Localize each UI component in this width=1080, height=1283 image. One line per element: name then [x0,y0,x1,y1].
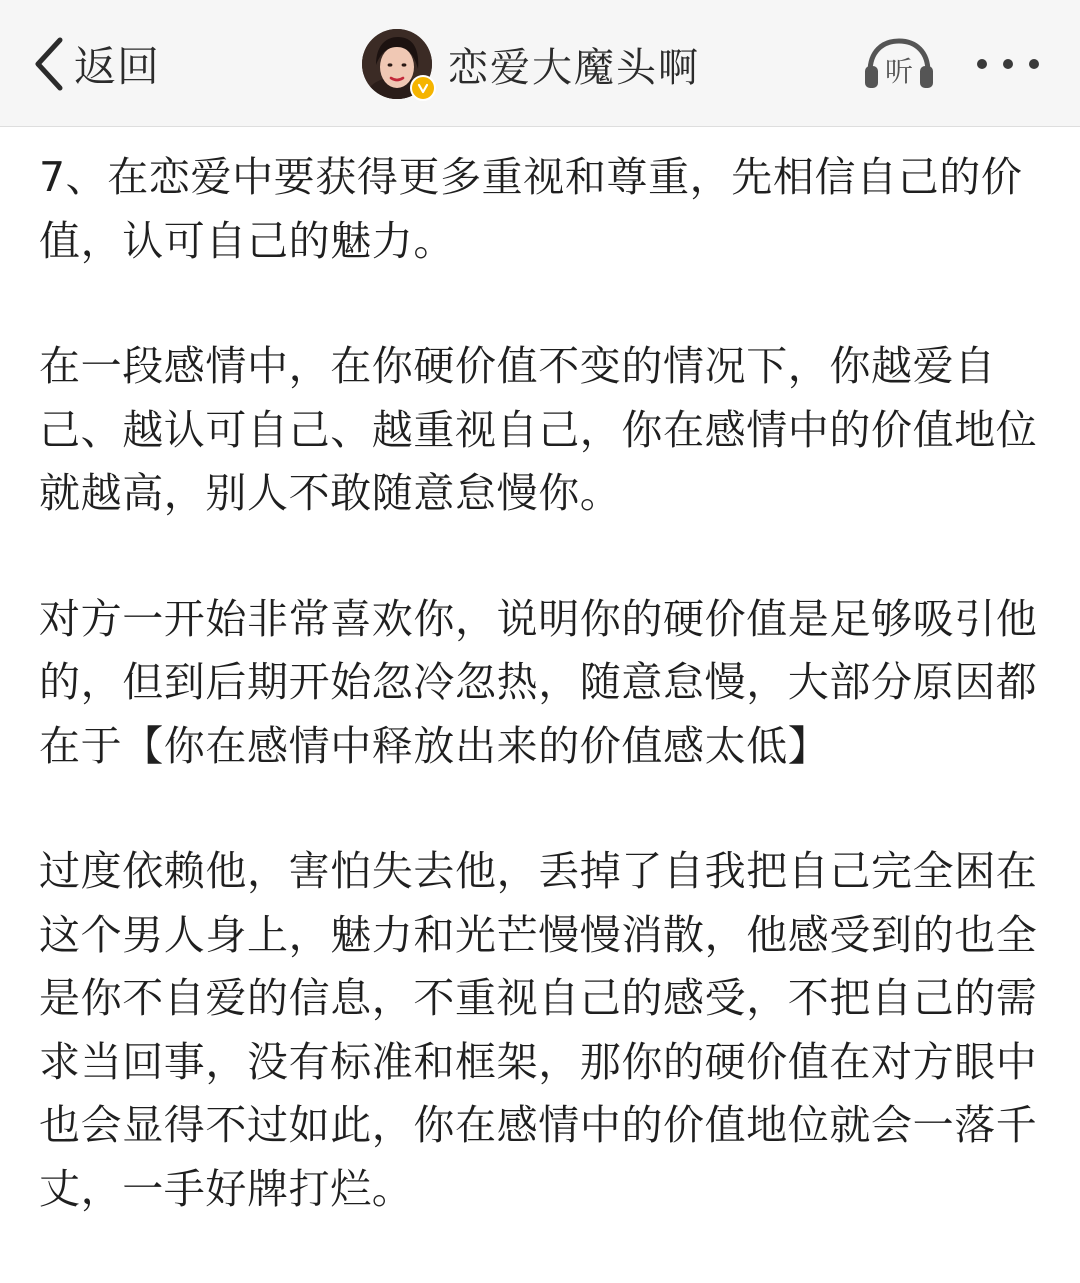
back-button[interactable] [32,34,160,94]
avatar[interactable] [362,29,432,99]
author-profile[interactable] [362,29,700,99]
verified-badge-icon [410,75,436,101]
svg-text:听: 听 [884,55,914,88]
listen-button[interactable] [862,36,936,92]
article-paragraph: 在一段感情中，在你硬价值不变的情况下，你越爱自己、越认可自己、越重视自己，你在感情中的价值地位就越高，别人不敢随意怠慢你。 [39,342,1038,517]
article-paragraph: 过度依赖他，害怕失去他，丢掉了自我把自己完全困在这个男人身上，魅力和光芒慢慢消散，他感受到的也全是你不自爱的信息，不重视自己的感受，不把自己的需求当回事，没有标准和框架，那你的硬价值在对方眼中也会显得不过如此，你在感情中的价值地位就会一落千丈，一手好牌打烂。 [39,847,1038,1213]
more-dots-icon [972,50,1044,78]
article-paragraph: 对方一开始非常喜欢你，说明你的硬价值是足够吸引他的，但到后期开始忽冷忽热，随意怠慢，大部分原因都在于【你在感情中释放出来的价值感太低】 [39,594,1038,770]
top-navigation-bar [0,0,1080,127]
article-paragraph: 7、在恋爱中要获得更多重视和尊重，先相信自己的价值，认可自己的魅力。 [39,153,1023,265]
article-body [39,146,1049,1283]
author-name[interactable]: 恋爱大魔头啊 [448,44,700,91]
back-label: 返回 [74,42,161,91]
more-options-button[interactable] [972,50,1044,78]
chevron-left-icon [32,36,66,92]
headphones-listen-icon [862,36,936,92]
